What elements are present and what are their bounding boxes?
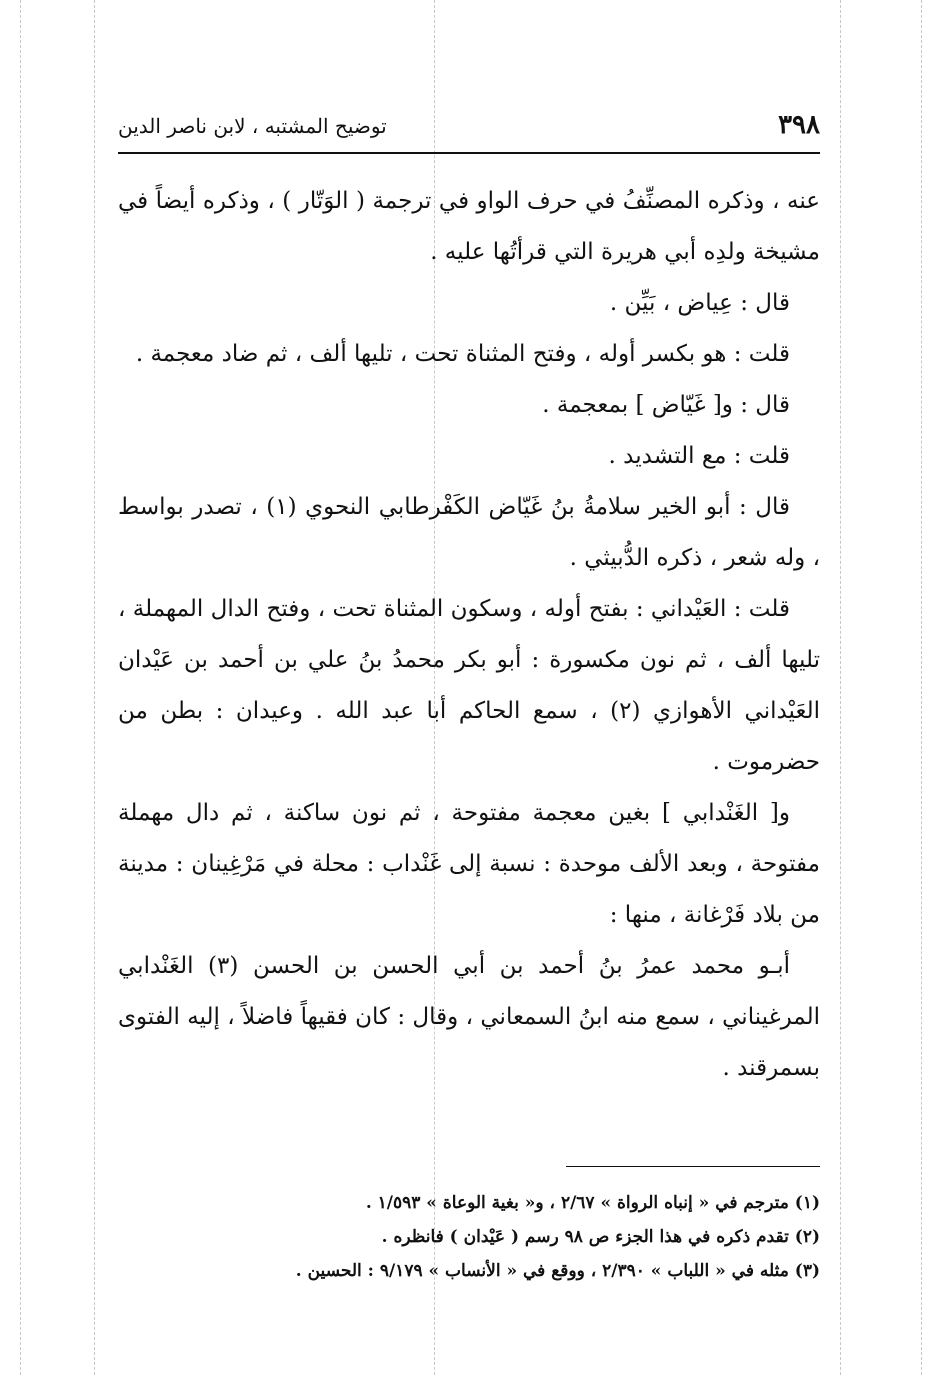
header-divider <box>118 152 820 154</box>
paragraph: أبـو محمد عمرُ بنُ أحمد بن أبي الحسن بن الحسن (٣) الغَنْدابي المرغيناني ، سمع منه ابنُ السمعاني ، وقال : كان فقيهاً فاضلاً ، إليه الفتوى بسمرقند . <box>118 953 820 1081</box>
footnote: (٣) مثله في « اللباب » ٢/٣٩٠ ، ووقع في « الأنساب » ٩/١٧٩ : الحسين . <box>295 1261 820 1281</box>
running-title: توضيح المشتبه ، لابن ناصر الدين <box>118 114 387 138</box>
paragraph: قال : أبو الخير سلامةُ بنُ غَيّاض الكَفْرطابي النحوي (١) ، تصدر بواسط ، وله شعر ، ذكره الدُّبيثي . <box>118 494 820 571</box>
paragraph: قلت : العَيْداني : بفتح أوله ، وسكون المثناة تحت ، وفتح الدال المهملة ، تليها ألف ، ثم نون مكسورة : أبو بكر محمدُ بنُ علي بن أحمد بن عَيْدان العَيْداني الأهوازي (٢) ، سمع الحاكم أبا عبد الله . وعيدان : بطن من حضرموت . <box>118 596 820 775</box>
scan-artifact-line <box>94 0 95 1375</box>
scan-artifact-line <box>840 0 841 1375</box>
main-text <box>118 176 820 1094</box>
scan-artifact-line <box>20 0 21 1375</box>
page-number: ٣٩٨ <box>778 110 820 140</box>
paragraph: قال : عِياض ، بَيِّن . <box>609 290 790 316</box>
paragraph: عنه ، وذكره المصنِّفُ في حرف الواو في ترجمة ( الوَتّار ) ، وذكره أيضاً في مشيخة ولدِه أبي هريرة التي قرأتُها عليه . <box>118 188 820 265</box>
scan-artifact-line <box>921 0 922 1375</box>
footnote: (١) مترجم في « إنباه الرواة » ٢/٦٧ ، و« بغية الوعاة » ١/٥٩٣ . <box>365 1193 820 1213</box>
footnotes <box>118 1186 820 1288</box>
paragraph: قلت : مع التشديد . <box>608 443 790 469</box>
footnote: (٢) تقدم ذكره في هذا الجزء ص ٩٨ رسم ( عَيْدان ) فانظره . <box>381 1227 820 1247</box>
paragraph: قلت : هو بكسر أوله ، وفتح المثناة تحت ، تليها ألف ، ثم ضاد معجمة . <box>135 341 790 367</box>
page-header <box>118 104 820 146</box>
paragraph: قال : و[ غَيّاض ] بمعجمة . <box>542 392 790 418</box>
paragraph: و[ الغَنْدابي ] بغين معجمة مفتوحة ، ثم نون ساكنة ، ثم دال مهملة مفتوحة ، وبعد الألف موحدة : نسبة إلى غَنْداب : محلة في مَرْغِينان : مدينة من بلاد فَرْغانة ، منها : <box>118 800 820 928</box>
footnote-divider <box>566 1166 820 1167</box>
